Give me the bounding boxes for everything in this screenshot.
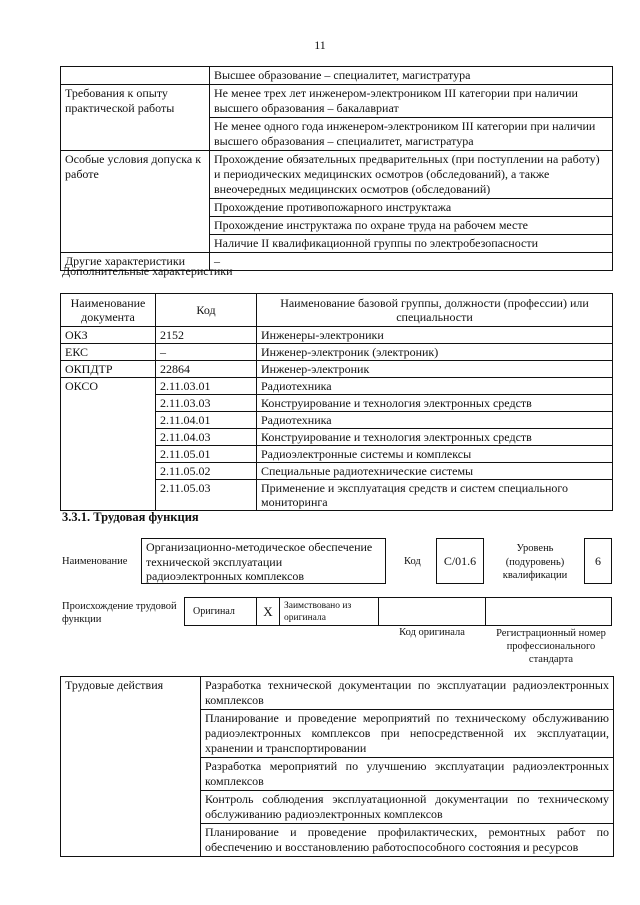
origin-box: [184, 597, 612, 626]
column-header: Наименование базовой группы, должности (профессии) или специальности: [257, 294, 613, 327]
code-cell: 2.11.03.03: [156, 395, 257, 412]
other-label: Другие характеристики: [61, 253, 210, 271]
conditions-line: Прохождение противопожарного инструктажа: [210, 199, 612, 217]
specialty-cell: Радиотехника: [257, 378, 613, 395]
column-header: Наименование документа: [61, 294, 156, 327]
specialty-cell: Конструирование и технология электронных средств: [257, 429, 613, 446]
actions-list: [201, 677, 614, 857]
code-cell: 2.11.04.01: [156, 412, 257, 429]
action-item: Контроль соблюдения эксплуатационной документации по техническому обслуживанию радиоэлектронных комплексов: [201, 791, 613, 824]
conditions-line: Прохождение инструктажа по охране труда на рабочем месте: [210, 217, 612, 235]
origin-label: Происхождение трудовой функции: [62, 601, 177, 625]
actions-label: Трудовые действия: [61, 677, 201, 857]
code-cell: 22864: [156, 361, 257, 378]
requirements-table: [60, 66, 613, 271]
action-item: Планирование и проведение профилактических, ремонтных работ по обеспечению и восстановлению работоспособного состояния и ресурсов: [205, 825, 609, 854]
page-number: 11: [314, 38, 326, 52]
table-header-row: [61, 294, 613, 327]
original-checkbox[interactable]: X: [256, 598, 280, 625]
function-code-value: C/01.6: [436, 538, 484, 584]
document-cell: ОКЗ: [61, 327, 156, 344]
section-title: 3.3.1. Трудовая функция: [62, 510, 199, 524]
education-value: Высшее образование – специалитет, магистратура: [210, 67, 613, 85]
original-label: Оригинал: [184, 598, 256, 625]
labor-actions-table: [60, 676, 614, 857]
specialty-cell: Инженер-электроник (электроник): [257, 344, 613, 361]
specialty-cell: Конструирование и технология электронных средств: [257, 395, 613, 412]
document-cell: ОКПДТР: [61, 361, 156, 378]
table-cell: [61, 67, 210, 85]
document-cell: ОКСО: [61, 378, 156, 395]
action-item: Разработка мероприятий по улучшению эксплуатации радиоэлектронных комплексов: [201, 758, 613, 791]
level-label: Уровень (подуровень) квалификации: [502, 543, 568, 581]
code-label: Код: [404, 556, 421, 567]
table-row: [61, 378, 613, 395]
table-row: [61, 395, 613, 412]
function-name-value: Организационно-методическое обеспечение технической эксплуатации радиоэлектронных комплексов: [141, 538, 386, 584]
experience-line: Не менее трех лет инженером-электроником III категории при наличии высшего образования – бакалавриат: [210, 85, 612, 118]
specialty-cell: Инженер-электроник: [257, 361, 613, 378]
level-value: 6: [584, 538, 612, 584]
additional-title: Дополнительные характеристики: [62, 264, 233, 278]
specialty-cell: Радиоэлектронные системы и комплексы: [257, 446, 613, 463]
column-header: Код: [156, 294, 257, 327]
table-row: [61, 85, 613, 151]
classifier-table-body: [61, 327, 613, 511]
registration-caption: Регистрационный номер профессионального стандарта: [496, 628, 606, 665]
code-cell: 2.11.05.01: [156, 446, 257, 463]
code-cell: 2152: [156, 327, 257, 344]
original-code-field: [378, 598, 486, 625]
specialty-cell: Радиотехника: [257, 412, 613, 429]
conditions-label: Особые условия допуска к работе: [61, 151, 210, 253]
document-cell: [61, 412, 156, 429]
table-row: [61, 361, 613, 378]
conditions-line: Прохождение обязательных предварительных (при поступлении на работу) и периодических медицинских осмотров (обследований), а также внеочередных медицинских осмотров (обследований): [210, 151, 612, 199]
table-row: [61, 429, 613, 446]
table-row: [61, 463, 613, 480]
registration-number-field: [486, 598, 612, 625]
code-cell: 2.11.05.03: [156, 480, 257, 511]
table-row: [61, 412, 613, 429]
code-cell: 2.11.03.01: [156, 378, 257, 395]
specialty-cell: Специальные радиотехнические системы: [257, 463, 613, 480]
code-cell: 2.11.05.02: [156, 463, 257, 480]
other-value: –: [210, 253, 613, 271]
specialty-cell: Применение и эксплуатация средств и систем специального мониторинга: [257, 480, 613, 511]
document-cell: [61, 463, 156, 480]
table-row: [61, 344, 613, 361]
document-cell: [61, 446, 156, 463]
conditions-values: [210, 151, 613, 253]
document-cell: [61, 429, 156, 446]
table-row: [61, 677, 614, 857]
experience-values: [210, 85, 613, 151]
document-cell: [61, 480, 156, 511]
specialty-cell: Инженеры-электроники: [257, 327, 613, 344]
code-cell: 2.11.04.03: [156, 429, 257, 446]
action-item: Разработка технической документации по эксплуатации радиоэлектронных комплексов: [201, 677, 613, 710]
borrowed-label: Заимствовано из оригинала: [284, 601, 352, 623]
table-row: [61, 480, 613, 511]
experience-line: Не менее одного года инженером-электроником III категории при наличии высшего образования – специалитет, магистратура: [214, 119, 596, 148]
document-cell: ЕКС: [61, 344, 156, 361]
code-original-caption: Код оригинала: [399, 627, 465, 638]
table-row: [61, 446, 613, 463]
table-row: [61, 67, 613, 85]
table-row: [61, 151, 613, 253]
document-cell: [61, 395, 156, 412]
action-item: Планирование и проведение мероприятий по техническому обслуживанию радиоэлектронных комплексов при непосредственной их эксплуатации, хранении и транспортировании: [201, 710, 613, 758]
conditions-line: Наличие II квалификационной группы по электробезопасности: [214, 236, 539, 250]
name-label: Наименование: [62, 556, 128, 567]
table-row: [61, 327, 613, 344]
classifier-table: [60, 293, 613, 511]
experience-label: Требования к опыту практической работы: [61, 85, 210, 151]
code-cell: –: [156, 344, 257, 361]
